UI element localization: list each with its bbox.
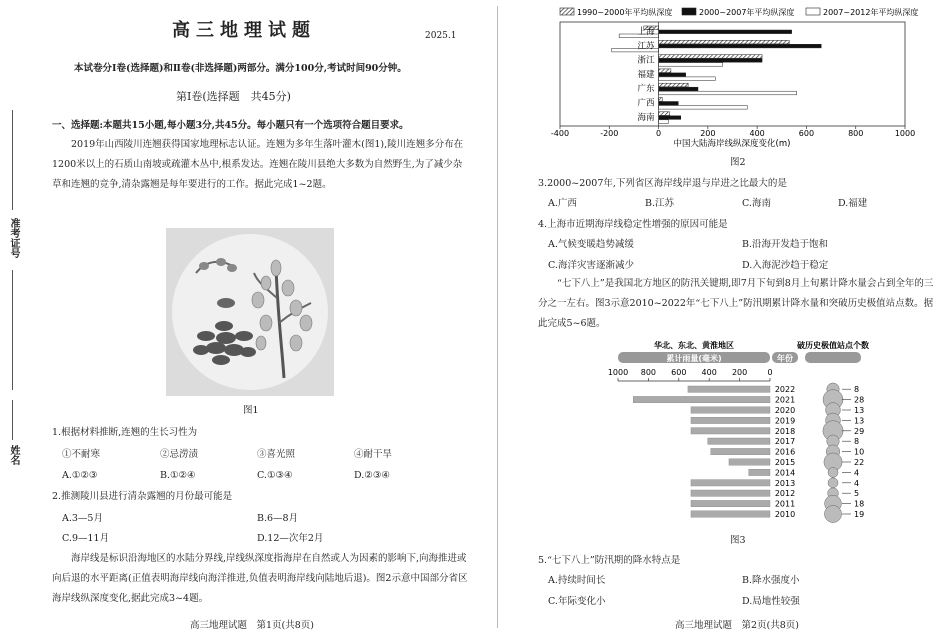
bar <box>659 116 681 120</box>
bar <box>659 91 797 95</box>
rainfall-bar <box>691 490 770 496</box>
q5-option-d[interactable]: D.局地性较强 <box>742 596 800 607</box>
binding-line-bottom <box>12 400 13 440</box>
bar <box>659 98 663 102</box>
legend-swatch <box>682 8 696 15</box>
x-tick-label: -400 <box>550 129 570 138</box>
rainfall-bar <box>729 459 770 465</box>
bar <box>659 83 689 87</box>
year-label: 2022 <box>774 385 796 395</box>
station-header-box <box>805 352 861 363</box>
q1-item: ①不耐寒 <box>62 449 101 460</box>
station-count: 22 <box>854 458 865 467</box>
figure-3-caption: 图3 <box>730 535 746 546</box>
year-label: 2017 <box>774 437 796 447</box>
q3-option-c[interactable]: C.海南 <box>742 198 771 209</box>
legend-label: 2000~2007年平均纵深度 <box>699 8 795 17</box>
rainfall-bar <box>691 428 770 434</box>
q2-option-d[interactable]: D.12—次年2月 <box>257 533 324 544</box>
bar <box>659 59 763 63</box>
station-count: 10 <box>854 447 865 457</box>
station-count: 29 <box>854 426 865 436</box>
binding-line-top <box>12 110 13 210</box>
bar <box>659 69 671 73</box>
rainfall-bar <box>688 386 770 392</box>
legend-label: 1990~2000年平均纵深度 <box>577 8 673 17</box>
rainfall-bar <box>691 480 770 486</box>
figure-2-coastline-chart <box>540 2 940 150</box>
figure-1-caption: 图1 <box>243 405 259 416</box>
rainfall-bar <box>749 469 770 475</box>
station-count: 19 <box>854 510 865 519</box>
q3-option-a[interactable]: A.广西 <box>548 198 577 209</box>
station-count: 4 <box>854 468 860 478</box>
category-label: 福建 <box>637 69 655 80</box>
page-1-footer: 高三地理试题 第1页(共8页) <box>190 620 315 631</box>
station-count: 8 <box>854 437 860 447</box>
q1-item: ③喜光照 <box>257 449 296 460</box>
station-count: 13 <box>854 406 865 415</box>
rainfall-bar <box>633 396 770 402</box>
q2-option-c[interactable]: C.9—11月 <box>62 533 110 544</box>
q5-option-c[interactable]: C.年际变化小 <box>548 596 606 607</box>
bar <box>659 87 698 91</box>
x-tick-label: 200 <box>700 129 716 138</box>
rainfall-bar <box>691 407 770 413</box>
year-label: 2015 <box>774 458 796 467</box>
q5-option-a[interactable]: A.持续时间长 <box>548 575 606 586</box>
x-tick-label: -200 <box>600 129 619 138</box>
station-count: 5 <box>854 489 860 499</box>
x-tick-label: 600 <box>671 368 687 377</box>
station-circle <box>824 505 841 522</box>
bar <box>659 63 723 67</box>
year-label: 2018 <box>774 426 796 436</box>
x-tick-label: 400 <box>749 129 765 138</box>
x-tick-label: 0 <box>656 129 662 138</box>
q2-option-b[interactable]: B.6—8月 <box>257 513 299 524</box>
rainfall-header: 累计雨量(毫米) <box>666 354 722 363</box>
question-2-stem: 2.推测陵川县进行清杂露翘的月份最可能是 <box>52 491 233 502</box>
year-label: 2020 <box>774 406 796 415</box>
q4-option-c[interactable]: C.海洋灾害逐渐减少 <box>548 260 634 271</box>
category-label: 海南 <box>637 112 655 123</box>
name-label: 姓名 <box>8 445 19 465</box>
q1-option-d[interactable]: D.②③④ <box>354 470 390 481</box>
year-label: 2011 <box>774 499 796 509</box>
figure-2-caption: 图2 <box>730 157 746 168</box>
rainfall-bar <box>711 448 770 454</box>
year-label: 2016 <box>774 447 796 457</box>
bar <box>659 40 790 44</box>
year-label: 2012 <box>774 489 796 499</box>
x-tick-label: 0 <box>767 368 773 377</box>
bar <box>659 55 763 59</box>
chart-frame <box>560 22 905 126</box>
category-label: 广东 <box>637 84 655 95</box>
q3-option-b[interactable]: B.江苏 <box>645 198 675 209</box>
x-tick-label: 1000 <box>894 129 916 138</box>
x-tick-label: 600 <box>798 129 815 138</box>
legend-label: 2007~2012年平均纵深度 <box>823 8 919 17</box>
page-title: 高三地理试题 <box>172 20 316 41</box>
q5-option-b[interactable]: B.降水强度小 <box>742 575 800 586</box>
x-tick-label: 400 <box>701 368 717 377</box>
bar <box>659 73 686 77</box>
question-1-stem: 1.根据材料推断,连翘的生长习性为 <box>52 427 198 438</box>
q4-option-b[interactable]: B.沿海开发趋于饱和 <box>742 239 829 250</box>
page-2-footer: 高三地理试题 第2页(共8页) <box>675 620 800 631</box>
q2-option-a[interactable]: A.3—5月 <box>62 513 103 524</box>
station-count: 13 <box>854 416 865 426</box>
station-count: 28 <box>854 395 865 405</box>
exam-date: 2025.1 <box>425 31 457 41</box>
year-header: 年份 <box>777 354 793 363</box>
question-4-stem: 4.上海市近期海岸线稳定性增强的原因可能是 <box>538 219 728 230</box>
material-3: “七下八上”是我国北方地区的防汛关键期,即7月下旬到8月上旬累计降水量会占到全年的三分之一左右。图3示意2010~2022年“七下八上”防汛期累计降水量和突破历史极值站点数。据此完成5~6题。 <box>538 278 934 329</box>
bar <box>659 102 679 106</box>
q1-option-c[interactable]: C.①③④ <box>257 470 293 481</box>
q1-option-b[interactable]: B.①②④ <box>160 470 196 481</box>
station-count: 8 <box>854 385 860 395</box>
legend-swatch <box>806 8 820 15</box>
question-instruction: 一、选择题:本题共15小题,每小题3分,共45分。每小题只有一个选项符合题目要求。 <box>52 120 409 131</box>
chart-x-axis-label: 中国大陆海岸线纵深度变化(m) <box>673 139 791 149</box>
page-divider <box>497 6 498 628</box>
x-tick-label: 200 <box>731 368 748 377</box>
region-label: 华北、东北、黄淮地区 <box>654 341 734 350</box>
bar <box>659 112 670 116</box>
figure-1-forsythia <box>166 228 334 396</box>
year-label: 2013 <box>774 478 796 488</box>
question-5-stem: 5.“七下八上”防汛期的降水特点是 <box>538 555 681 566</box>
rainfall-bar <box>691 500 770 506</box>
section-title: 第Ⅰ卷(选择题 共45分) <box>176 90 291 103</box>
q1-item: ②忌涝渍 <box>160 449 199 460</box>
year-label: 2010 <box>774 510 796 519</box>
station-count: 18 <box>854 499 865 509</box>
station-circle <box>828 467 838 477</box>
question-3-stem: 3.2000~2007年,下列省区海岸线岸退与岸进之比最大的是 <box>538 178 787 189</box>
bar <box>659 120 669 124</box>
x-tick-label: 1000 <box>607 368 629 377</box>
rainfall-bar <box>691 511 770 517</box>
year-label: 2014 <box>774 468 796 478</box>
exam-number-label: 准考证号 <box>8 218 19 258</box>
year-label: 2021 <box>774 395 796 405</box>
category-label: 广西 <box>637 98 655 109</box>
q1-item: ④耐干旱 <box>354 449 393 460</box>
q4-option-d[interactable]: D.入海泥沙趋于稳定 <box>742 260 829 271</box>
station-circle <box>828 478 838 488</box>
rainfall-bar <box>691 417 770 423</box>
q1-option-a[interactable]: A.①②③ <box>62 470 98 481</box>
material-1: 2019年山西陵川连翘获得国家地理标志认证。连翘为多年生落叶灌木(图1),陵川连翘多分布在1200米以上的石质山南坡或疏灌木丛中,根系发达。连翘在陵川县绝大多数为自然野生,为了减少杂草和连翘的竞争,清杂露翘是每年要进行的工作。据此完成1~2题。 <box>52 139 464 190</box>
bar <box>659 106 748 110</box>
category-label: 浙江 <box>637 55 655 66</box>
q3-option-d[interactable]: D.福建 <box>838 198 868 209</box>
bar <box>659 44 822 48</box>
legend-swatch <box>560 8 574 15</box>
binding-line-mid <box>12 270 13 390</box>
station-count: 4 <box>854 478 860 488</box>
category-label: 上海 <box>637 27 655 37</box>
station-header: 破历史极值站点个数 <box>797 341 869 350</box>
figure-3-rainfall-chart <box>600 338 870 530</box>
x-tick-label: 800 <box>848 129 864 138</box>
year-label: 2019 <box>774 416 796 426</box>
q4-option-a[interactable]: A.气候变暖趋势减缓 <box>548 239 634 250</box>
category-label: 江苏 <box>637 41 655 52</box>
rainfall-bar <box>708 438 770 444</box>
material-2: 海岸线是标识沿海地区的水陆分界线,岸线纵深度指海岸在自然或人为因素的影响下,向海推进或向后退的水平距离(正值表明海岸线向海洋推进,负值表明海岸线向陆地后退)。图2示意中国部分省区海岸线纵深度变化,据此完成3~4题。 <box>52 553 468 604</box>
bar <box>659 30 792 34</box>
bar <box>659 77 716 81</box>
exam-intro: 本试卷分Ⅰ卷(选择题)和Ⅱ卷(非选择题)两部分。满分100分,考试时间90分钟。 <box>74 63 407 74</box>
x-tick-label: 800 <box>640 368 657 377</box>
